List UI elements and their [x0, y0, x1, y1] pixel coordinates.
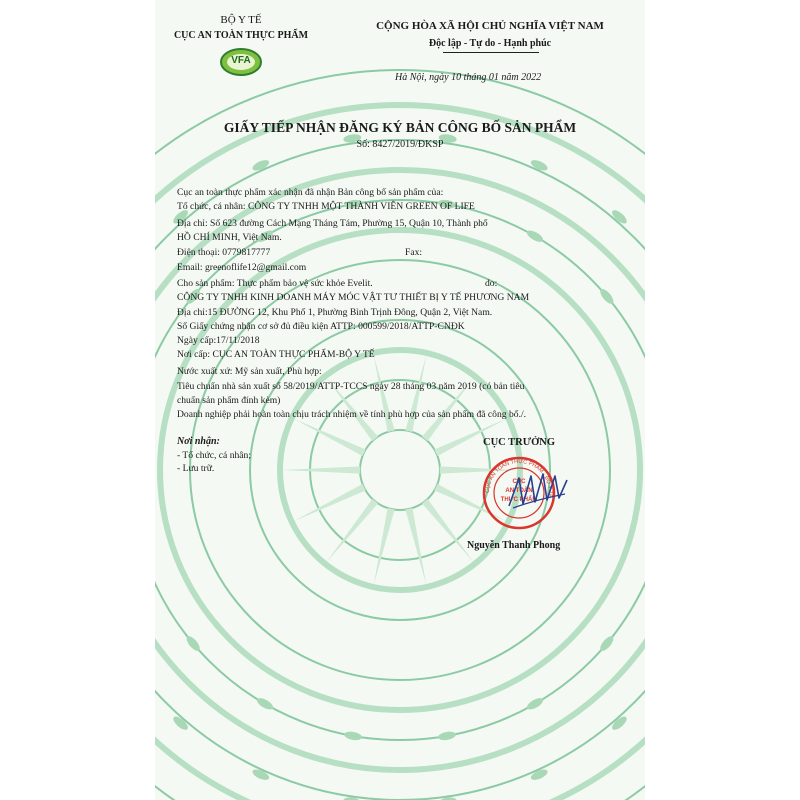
standard-line-2: chuẩn sản phẩm đính kèm): [177, 395, 281, 406]
drum-ray: [294, 484, 366, 521]
logo-text: VFA: [231, 55, 251, 66]
drum-motif: [525, 696, 545, 712]
signer-name: Nguyễn Thanh Phong: [467, 540, 561, 551]
signer-title: CỤC TRƯỞNG: [483, 437, 556, 448]
recipient-item: - Lưu trữ.: [177, 463, 215, 474]
ministry-name: BỘ Y TẾ: [220, 14, 262, 26]
product-line: Cho sản phẩm: Thực phẩm bảo vệ sức khỏe Evelit.: [177, 278, 373, 289]
phone-line: Điện thoại: 0779817777: [177, 247, 271, 258]
address-line-1: Địa chỉ: Số 623 đường Cách Mạng Tháng Tám, Phường 15, Quận 10, Thành phố: [177, 218, 488, 229]
stamp-center-line: THỰC PHẨM: [500, 497, 538, 503]
manufacturer-line: CÔNG TY TNHH KINH DOANH MÁY MÓC VẬT TƯ THIẾT BỊ Y TẾ PHƯƠNG NAM: [177, 292, 530, 303]
drum-motif: [255, 696, 275, 712]
issuer-line: Nơi cấp: CỤC AN TOÀN THỰC PHẨM-BỘ Y TẾ: [177, 349, 375, 360]
drum-motif: [437, 730, 456, 741]
drum-ray: [374, 508, 395, 585]
origin-line: Nước xuất xứ: Mỹ sản xuất, Phù hợp:: [177, 366, 322, 377]
drum-ray: [294, 419, 366, 456]
drum-ray: [405, 508, 426, 585]
recipients-heading: Nơi nhận:: [177, 436, 220, 447]
drum-ray: [405, 355, 426, 432]
drum-ray: [282, 466, 360, 473]
handwritten-signature: [505, 470, 575, 515]
country-name: CỘNG HÒA XÃ HỘI CHỦ NGHĨA VIỆT NAM: [376, 20, 604, 32]
motto-underline: [443, 52, 539, 53]
stamp-center-line: CỤC: [512, 479, 526, 485]
product-by-label: do:: [485, 278, 498, 289]
motto: Độc lập - Tự do - Hạnh phúc: [428, 38, 552, 49]
document-page: [155, 0, 645, 800]
organization-line: Tổ chức, cá nhân: CÔNG TY TNHH MỘT THÀNH VIÊN GREEN OF LIFE: [177, 201, 475, 212]
email-line: Email: greenoflife12@gmail.com: [177, 262, 307, 273]
issue-date-line: Ngày cấp:17/11/2018: [177, 335, 260, 346]
place-date: Hà Nội, ngày 10 tháng 01 năm 2022: [395, 72, 542, 83]
document-title: GIẤY TIẾP NHẬN ĐĂNG KÝ BẢN CÔNG BỐ SẢN PHẨM: [223, 120, 577, 135]
drum-ray: [374, 355, 395, 432]
stamp-ring-text: CỤC AN TOÀN THỰC PHẨM · BỘ Y TẾ: [484, 458, 554, 499]
intro-line: Cục an toàn thực phẩm xác nhận đã nhận Bản công bố sản phẩm của:: [177, 187, 444, 198]
stamp-center-line: AN TOÀN: [505, 488, 533, 494]
drum-motif: [525, 228, 545, 244]
drum-motif: [344, 730, 363, 741]
responsibility-line: Doanh nghiệp phải hoàn toàn chịu trách nhiệm về tính phù hợp của sản phẩm đã công bố./.: [177, 409, 527, 420]
recipient-item: - Tổ chức, cá nhân;: [177, 450, 252, 461]
manufacturer-address: Địa chỉ:15 ĐƯỜNG 12, Khu Phố 1, Phường Bình Trịnh Đông, Quận 2, Việt Nam.: [177, 307, 493, 318]
agency-logo: [219, 47, 263, 77]
agency-name: CỤC AN TOÀN THỰC PHẨM: [173, 30, 309, 41]
standard-line-1: Tiêu chuẩn nhà sản xuất số 58/2019/ATTP-TCCS ngày 28 tháng 03 năm 2019 (có bản tiêu: [177, 381, 525, 392]
address-line-2: HỒ CHÍ MINH, Việt Nam.: [177, 232, 282, 243]
document-number: Số: 8427/2019/ĐKSP: [356, 139, 444, 150]
certificate-line: Số Giấy chứng nhận cơ sở đủ điều kiện ATTP: 000599/2018/ATTP-CNĐK: [177, 321, 465, 332]
fax-label: Fax:: [405, 247, 423, 258]
